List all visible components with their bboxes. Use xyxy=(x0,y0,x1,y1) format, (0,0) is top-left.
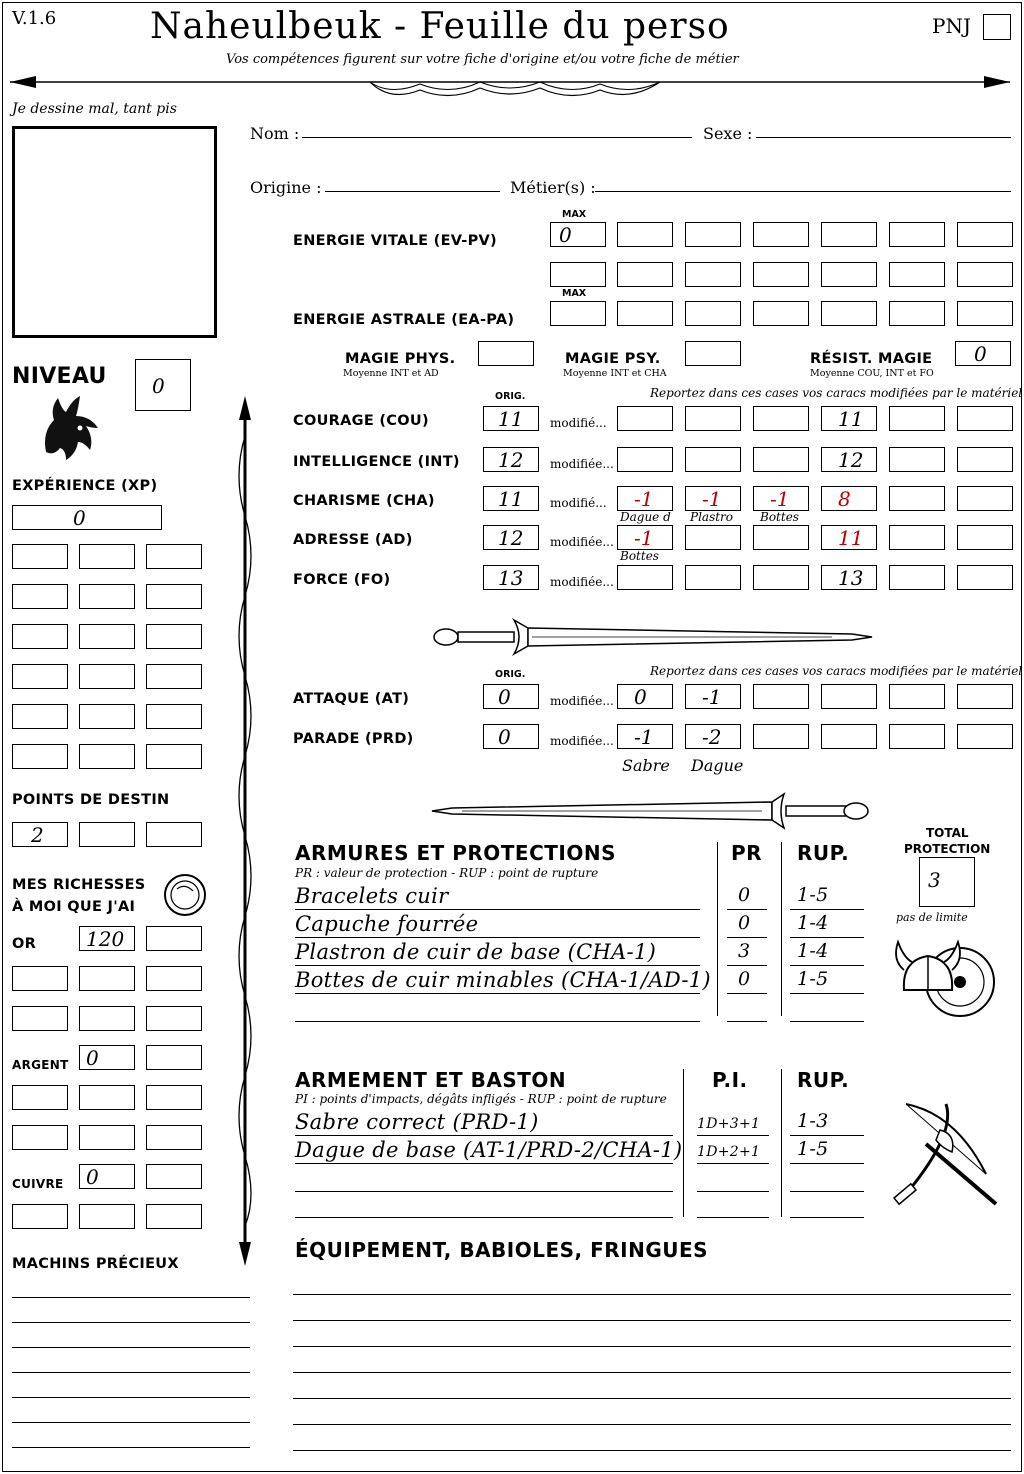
cuivre-value: 0 xyxy=(86,1165,99,1189)
stat-modif-value: 13 xyxy=(838,566,864,590)
armure-pr-line[interactable] xyxy=(727,965,767,966)
stat-label: COURAGE (COU) xyxy=(293,413,429,429)
niveau-value: 0 xyxy=(152,374,165,398)
caracs-orig-label: ORIG. xyxy=(495,391,526,402)
cuivre-box[interactable] xyxy=(79,1164,135,1189)
stat-modif-box[interactable] xyxy=(617,684,673,709)
pnj-checkbox[interactable] xyxy=(983,14,1011,40)
niveau-box[interactable] xyxy=(135,359,191,411)
armures-divider-2 xyxy=(781,842,782,1016)
equipement-line[interactable] xyxy=(293,1346,1011,1347)
xp-box-2-1[interactable] xyxy=(79,624,135,649)
armure-rup: 1-5 xyxy=(797,884,829,906)
stat-orig-box[interactable] xyxy=(483,525,539,550)
ev-max-value: 0 xyxy=(559,223,572,247)
stat-orig-value: 0 xyxy=(498,685,511,709)
ev-extra-box-2[interactable] xyxy=(685,262,741,287)
stat-modif-label: modifié... xyxy=(550,416,607,430)
or-grid-box-0-2[interactable] xyxy=(146,966,202,991)
argent-value: 0 xyxy=(86,1046,99,1070)
ev-label: ENERGIE VITALE (EV-PV) xyxy=(293,233,497,249)
stat-modif-box[interactable] xyxy=(957,684,1013,709)
stat-modif-label: modifiée... xyxy=(550,575,614,589)
stat-modif-box[interactable] xyxy=(685,525,741,550)
stat-modif-box[interactable] xyxy=(889,525,945,550)
xp-box-0-2[interactable] xyxy=(146,544,202,569)
stat-modif-value: -1 xyxy=(770,487,790,511)
stat-modif-box[interactable] xyxy=(685,724,741,749)
nom-label: Nom : xyxy=(250,124,300,143)
stat-modif-value: 11 xyxy=(838,407,864,431)
stat-modif-box[interactable] xyxy=(685,565,741,590)
stat-orig-value: 12 xyxy=(498,526,524,550)
arme-rup-line[interactable] xyxy=(790,1191,864,1192)
equipement-line[interactable] xyxy=(293,1450,1011,1451)
stat-modif-label: modifiée... xyxy=(550,734,614,748)
armures-col-rup: RUP. xyxy=(797,841,850,865)
equipement-title: ÉQUIPEMENT, BABIOLES, FRINGUES xyxy=(295,1238,709,1262)
magie-psy-label: MAGIE PSY. xyxy=(565,351,661,367)
cuivre-box-b[interactable] xyxy=(79,1204,135,1229)
portrait-caption: Je dessine mal, tant pis xyxy=(12,101,177,117)
stat-modif-box[interactable] xyxy=(889,486,945,511)
armure-pr-line[interactable] xyxy=(727,937,767,938)
destin-value: 2 xyxy=(31,823,44,847)
argent-grid-box-0-2[interactable] xyxy=(146,1085,202,1110)
arme-name: Sabre correct (PRD-1) xyxy=(295,1110,539,1134)
argent-label: ARGENT xyxy=(12,1058,69,1072)
arme-pi-line[interactable] xyxy=(697,1163,769,1164)
stat-modif-box[interactable] xyxy=(821,447,877,472)
arme-line[interactable] xyxy=(295,1163,673,1164)
stat-modif-box[interactable] xyxy=(753,525,809,550)
stat-modif-value: -1 xyxy=(702,685,722,709)
stat-orig-box[interactable] xyxy=(483,684,539,709)
xp-box-2-0[interactable] xyxy=(12,624,68,649)
precieux-label: MACHINS PRÉCIEUX xyxy=(12,1256,179,1272)
coin-icon xyxy=(163,873,207,917)
ad-note: Bottes xyxy=(620,549,659,563)
total-protection-value: 3 xyxy=(928,868,941,892)
stat-modif-box[interactable] xyxy=(957,447,1013,472)
destin-box-3[interactable] xyxy=(146,822,202,847)
stat-modif-box[interactable] xyxy=(957,486,1013,511)
armures-subtitle: PR : valeur de protection - RUP : point de rupture xyxy=(295,866,599,880)
ea-max-box[interactable] xyxy=(550,301,606,326)
combat-note-dague: Dague xyxy=(691,756,744,775)
destin-box-1[interactable] xyxy=(12,822,68,847)
ea-box-3[interactable] xyxy=(753,301,809,326)
stat-label: ATTAQUE (AT) xyxy=(293,691,410,707)
armure-rup-line[interactable] xyxy=(790,965,864,966)
or-grid-box-0-0[interactable] xyxy=(12,966,68,991)
armure-line[interactable] xyxy=(295,937,700,938)
stat-modif-box[interactable] xyxy=(753,447,809,472)
armure-name: Capuche fourrée xyxy=(295,912,479,936)
origine-field[interactable] xyxy=(325,191,500,192)
arme-rup-line[interactable] xyxy=(790,1217,864,1218)
stat-modif-label: modifié... xyxy=(550,496,607,510)
helmet-shield-icon xyxy=(890,924,1000,1034)
stat-modif-label: modifiée... xyxy=(550,694,614,708)
stat-modif-box[interactable] xyxy=(889,684,945,709)
magie-phys-note: Moyenne INT et AD xyxy=(343,368,439,379)
stat-orig-value: 11 xyxy=(498,487,524,511)
xp-box-3-1[interactable] xyxy=(79,664,135,689)
stat-modif-box[interactable] xyxy=(753,406,809,431)
xp-value: 0 xyxy=(73,506,86,530)
armure-rup-line[interactable] xyxy=(790,909,864,910)
xp-box-1-2[interactable] xyxy=(146,584,202,609)
stat-modif-box[interactable] xyxy=(957,406,1013,431)
or-grid-box-1-0[interactable] xyxy=(12,1006,68,1031)
ev-extra-box-5[interactable] xyxy=(889,262,945,287)
nom-field[interactable] xyxy=(302,137,692,138)
or-grid-box-1-2[interactable] xyxy=(146,1006,202,1031)
cuivre-box-2[interactable] xyxy=(146,1164,202,1189)
stat-modif-box[interactable] xyxy=(821,406,877,431)
cha-note-3: Bottes xyxy=(760,510,799,524)
ev-max-box[interactable] xyxy=(550,222,606,247)
stat-orig-box[interactable] xyxy=(483,447,539,472)
equipement-line[interactable] xyxy=(293,1294,1011,1295)
richesses-label-2: À MOI QUE J'AI xyxy=(12,899,136,915)
ev-max-label: MAX xyxy=(562,209,587,220)
ea-max-label: MAX xyxy=(562,288,587,299)
armure-name: Plastron de cuir de base (CHA-1) xyxy=(295,940,657,964)
ea-label: ENERGIE ASTRALE (EA-PA) xyxy=(293,312,515,328)
stat-modif-box[interactable] xyxy=(685,486,741,511)
stat-modif-box[interactable] xyxy=(685,447,741,472)
or-grid-box-0-1[interactable] xyxy=(79,966,135,991)
ea-box-5[interactable] xyxy=(889,301,945,326)
precieux-line[interactable] xyxy=(12,1422,250,1423)
armure-line[interactable] xyxy=(295,965,700,966)
sword-icon xyxy=(432,786,872,836)
armures-title: ARMURES ET PROTECTIONS xyxy=(295,841,616,865)
stat-modif-box[interactable] xyxy=(957,525,1013,550)
or-box-2[interactable] xyxy=(146,926,202,951)
or-label: OR xyxy=(12,936,37,952)
ev-extra-box-1[interactable] xyxy=(617,262,673,287)
magie-phys-label: MAGIE PHYS. xyxy=(345,351,456,367)
or-grid-box-1-1[interactable] xyxy=(79,1006,135,1031)
stat-label: ADRESSE (AD) xyxy=(293,532,413,548)
stat-orig-value: 13 xyxy=(498,566,524,590)
ev-box-3[interactable] xyxy=(753,222,809,247)
xp-box-1-0[interactable] xyxy=(12,584,68,609)
stat-modif-box[interactable] xyxy=(889,406,945,431)
xp-box-4-0[interactable] xyxy=(12,704,68,729)
xp-box-5-1[interactable] xyxy=(79,744,135,769)
armement-col-pi: P.I. xyxy=(712,1068,748,1092)
stat-orig-value: 12 xyxy=(498,448,524,472)
stat-modif-label: modifiée... xyxy=(550,457,614,471)
armure-rup: 1-4 xyxy=(797,912,829,934)
stat-modif-box[interactable] xyxy=(889,447,945,472)
stat-orig-box[interactable] xyxy=(483,406,539,431)
stat-modif-box[interactable] xyxy=(821,486,877,511)
stat-orig-value: 0 xyxy=(498,725,511,749)
ev-box-4[interactable] xyxy=(821,222,877,247)
equipement-line[interactable] xyxy=(293,1372,1011,1373)
stat-orig-box[interactable] xyxy=(483,486,539,511)
magie-psy-note: Moyenne INT et CHA xyxy=(563,368,667,379)
stat-orig-box[interactable] xyxy=(483,565,539,590)
pnj-label: PNJ xyxy=(932,14,971,38)
stat-modif-box[interactable] xyxy=(617,447,673,472)
cuivre-label: CUIVRE xyxy=(12,1177,64,1191)
argent-box[interactable] xyxy=(79,1045,135,1070)
weapons-icon xyxy=(886,1094,1006,1214)
stat-modif-box[interactable] xyxy=(617,565,673,590)
portrait-box[interactable] xyxy=(12,126,217,338)
stat-modif-value: 11 xyxy=(838,526,864,550)
armures-col-pr: PR xyxy=(731,841,763,865)
stat-modif-value: -2 xyxy=(702,725,722,749)
stat-modif-box[interactable] xyxy=(685,684,741,709)
armure-rup: 1-5 xyxy=(797,968,829,990)
armement-divider-2 xyxy=(781,1069,782,1217)
stat-modif-box[interactable] xyxy=(753,684,809,709)
magie-phys-box[interactable] xyxy=(478,341,534,366)
stat-modif-box[interactable] xyxy=(685,406,741,431)
stat-label: CHARISME (CHA) xyxy=(293,493,435,509)
armure-pr: 3 xyxy=(738,940,751,962)
armure-rup: 1-4 xyxy=(797,940,829,962)
combat-report-note: Reportez dans ces cases vos caracs modifiées par le matériel xyxy=(650,664,1023,678)
page-subtitle: Vos compétences figurent sur votre fiche d'origine et/ou votre fiche de métier xyxy=(226,52,739,67)
stat-modif-box[interactable] xyxy=(889,565,945,590)
ev-extra-box-0[interactable] xyxy=(550,262,606,287)
stat-modif-box[interactable] xyxy=(889,724,945,749)
cha-note-2: Plastro xyxy=(690,510,734,524)
armure-pr-line[interactable] xyxy=(727,993,767,994)
combat-orig-label: ORIG. xyxy=(495,669,526,680)
armure-pr: 0 xyxy=(738,968,751,990)
stat-modif-box[interactable] xyxy=(617,724,673,749)
armement-divider-1 xyxy=(683,1069,684,1217)
total-label-1: TOTAL xyxy=(926,826,969,840)
armures-divider-1 xyxy=(717,842,718,1016)
page-title: Naheulbeuk - Feuille du perso xyxy=(150,6,730,47)
resist-magie-label: RÉSIST. MAGIE xyxy=(810,351,933,367)
stat-modif-value: -1 xyxy=(634,487,654,511)
arme-rup: 1-3 xyxy=(797,1110,829,1132)
xp-box-3-2[interactable] xyxy=(146,664,202,689)
dragon-icon xyxy=(36,394,106,464)
origine-label: Origine : xyxy=(250,178,322,197)
stat-modif-box[interactable] xyxy=(617,525,673,550)
stat-modif-box[interactable] xyxy=(617,406,673,431)
arme-pi: 1D+2+1 xyxy=(697,1144,761,1160)
armure-line[interactable] xyxy=(295,993,700,994)
precieux-line[interactable] xyxy=(12,1397,250,1398)
total-note: pas de limite xyxy=(896,911,968,924)
stat-label: PARADE (PRD) xyxy=(293,731,414,747)
stat-modif-box[interactable] xyxy=(821,724,877,749)
cuivre-box-a[interactable] xyxy=(12,1204,68,1229)
sexe-label: Sexe : xyxy=(703,124,753,143)
xp-box-2-2[interactable] xyxy=(146,624,202,649)
arme-line[interactable] xyxy=(295,1217,673,1218)
ea-box-4[interactable] xyxy=(821,301,877,326)
armure-pr-line[interactable] xyxy=(727,909,767,910)
stat-modif-value: 12 xyxy=(838,448,864,472)
xp-box-0-1[interactable] xyxy=(79,544,135,569)
version-label: V.1.6 xyxy=(12,8,57,29)
argent-grid-box-1-2[interactable] xyxy=(146,1125,202,1150)
argent-box-2[interactable] xyxy=(146,1045,202,1070)
caracs-report-note: Reportez dans ces cases vos caracs modifiées par le matériel xyxy=(650,386,1023,400)
destin-label: POINTS DE DESTIN xyxy=(12,792,170,808)
xp-box-5-2[interactable] xyxy=(146,744,202,769)
precieux-line[interactable] xyxy=(12,1297,250,1298)
arme-pi: 1D+3+1 xyxy=(697,1116,761,1132)
resist-magie-note: Moyenne COU, INT et FO xyxy=(810,368,934,379)
or-box[interactable] xyxy=(79,926,135,951)
total-label-2: PROTECTION xyxy=(904,842,991,856)
arme-rup-line[interactable] xyxy=(790,1135,864,1136)
sexe-field[interactable] xyxy=(756,137,1011,138)
argent-grid-box-1-0[interactable] xyxy=(12,1125,68,1150)
precieux-line[interactable] xyxy=(12,1322,250,1323)
xp-box-5-0[interactable] xyxy=(12,744,68,769)
stat-modif-box[interactable] xyxy=(821,525,877,550)
arme-rup: 1-5 xyxy=(797,1138,829,1160)
precieux-line[interactable] xyxy=(12,1372,250,1373)
arme-line[interactable] xyxy=(295,1135,673,1136)
armure-rup-line[interactable] xyxy=(790,937,864,938)
ev-extra-box-3[interactable] xyxy=(753,262,809,287)
xp-box-4-1[interactable] xyxy=(79,704,135,729)
ev-box-2[interactable] xyxy=(685,222,741,247)
or-value: 120 xyxy=(86,927,125,951)
argent-grid-box-0-0[interactable] xyxy=(12,1085,68,1110)
arme-pi-line[interactable] xyxy=(697,1191,769,1192)
armement-subtitle: PI : points d'impacts, dégâts infligés - RUP : point de rupture xyxy=(295,1092,667,1106)
arme-pi-line[interactable] xyxy=(697,1217,769,1218)
armure-line[interactable] xyxy=(295,909,700,910)
ev-box-6[interactable] xyxy=(957,222,1013,247)
arme-pi-line[interactable] xyxy=(697,1135,769,1136)
ea-box-6[interactable] xyxy=(957,301,1013,326)
stat-modif-value: 0 xyxy=(634,685,647,709)
sword-icon xyxy=(432,612,872,662)
niveau-label: NIVEAU xyxy=(12,364,107,389)
stat-modif-box[interactable] xyxy=(753,724,809,749)
stat-modif-box[interactable] xyxy=(617,486,673,511)
armure-name: Bottes de cuir minables (CHA-1/AD-1) xyxy=(295,968,711,992)
xp-box-3-0[interactable] xyxy=(12,664,68,689)
armure-pr: 0 xyxy=(738,884,751,906)
stat-modif-box[interactable] xyxy=(821,565,877,590)
xp-box-1-1[interactable] xyxy=(79,584,135,609)
armure-pr-line[interactable] xyxy=(727,1021,767,1022)
arme-rup-line[interactable] xyxy=(790,1163,864,1164)
resist-magie-value: 0 xyxy=(974,342,987,366)
precieux-line[interactable] xyxy=(12,1447,250,1448)
equipement-line[interactable] xyxy=(293,1424,1011,1425)
arme-name: Dague de base (AT-1/PRD-2/CHA-1) xyxy=(295,1138,683,1162)
armure-line[interactable] xyxy=(295,1021,700,1022)
stat-modif-value: -1 xyxy=(634,725,654,749)
magie-psy-box[interactable] xyxy=(685,341,741,366)
stat-orig-value: 11 xyxy=(498,407,524,431)
argent-grid-box-0-1[interactable] xyxy=(79,1085,135,1110)
stat-modif-box[interactable] xyxy=(957,565,1013,590)
metier-field[interactable] xyxy=(595,191,1011,192)
ev-extra-box-6[interactable] xyxy=(957,262,1013,287)
spear-icon xyxy=(230,396,260,1266)
total-protection-box[interactable] xyxy=(919,857,975,907)
destin-box-2[interactable] xyxy=(79,822,135,847)
stat-modif-box[interactable] xyxy=(753,486,809,511)
armure-rup-line[interactable] xyxy=(790,993,864,994)
equipement-line[interactable] xyxy=(293,1398,1011,1399)
armement-col-rup: RUP. xyxy=(797,1068,850,1092)
armement-title: ARMEMENT ET BASTON xyxy=(295,1068,567,1092)
stat-orig-box[interactable] xyxy=(483,724,539,749)
stat-modif-value: -1 xyxy=(702,487,722,511)
argent-grid-box-1-1[interactable] xyxy=(79,1125,135,1150)
ev-box-5[interactable] xyxy=(889,222,945,247)
richesses-label-1: MES RICHESSES xyxy=(12,877,146,893)
xp-box[interactable] xyxy=(12,505,162,530)
cuivre-box-c[interactable] xyxy=(146,1204,202,1229)
resist-magie-box[interactable] xyxy=(955,341,1011,366)
precieux-line[interactable] xyxy=(12,1347,250,1348)
armure-name: Bracelets cuir xyxy=(295,884,449,908)
stat-label: INTELLIGENCE (INT) xyxy=(293,454,460,470)
metier-label: Métier(s) : xyxy=(510,178,596,197)
arme-line[interactable] xyxy=(295,1191,673,1192)
xp-box-0-0[interactable] xyxy=(12,544,68,569)
armure-pr: 0 xyxy=(738,912,751,934)
stat-modif-label: modifiée... xyxy=(550,535,614,549)
ev-extra-box-4[interactable] xyxy=(821,262,877,287)
ea-box-2[interactable] xyxy=(685,301,741,326)
equipement-line[interactable] xyxy=(293,1320,1011,1321)
stat-label: FORCE (FO) xyxy=(293,572,391,588)
stat-modif-box[interactable] xyxy=(753,565,809,590)
stat-modif-value: 8 xyxy=(838,487,851,511)
combat-note-sabre: Sabre xyxy=(622,756,670,775)
xp-label: EXPÉRIENCE (XP) xyxy=(12,478,158,494)
stat-modif-box[interactable] xyxy=(957,724,1013,749)
stat-modif-box[interactable] xyxy=(821,684,877,709)
xp-box-4-2[interactable] xyxy=(146,704,202,729)
ea-box-1[interactable] xyxy=(617,301,673,326)
cha-note-1: Dague d xyxy=(620,510,671,524)
ev-box-1[interactable] xyxy=(617,222,673,247)
stat-modif-value: -1 xyxy=(634,526,654,550)
armure-rup-line[interactable] xyxy=(790,1021,864,1022)
